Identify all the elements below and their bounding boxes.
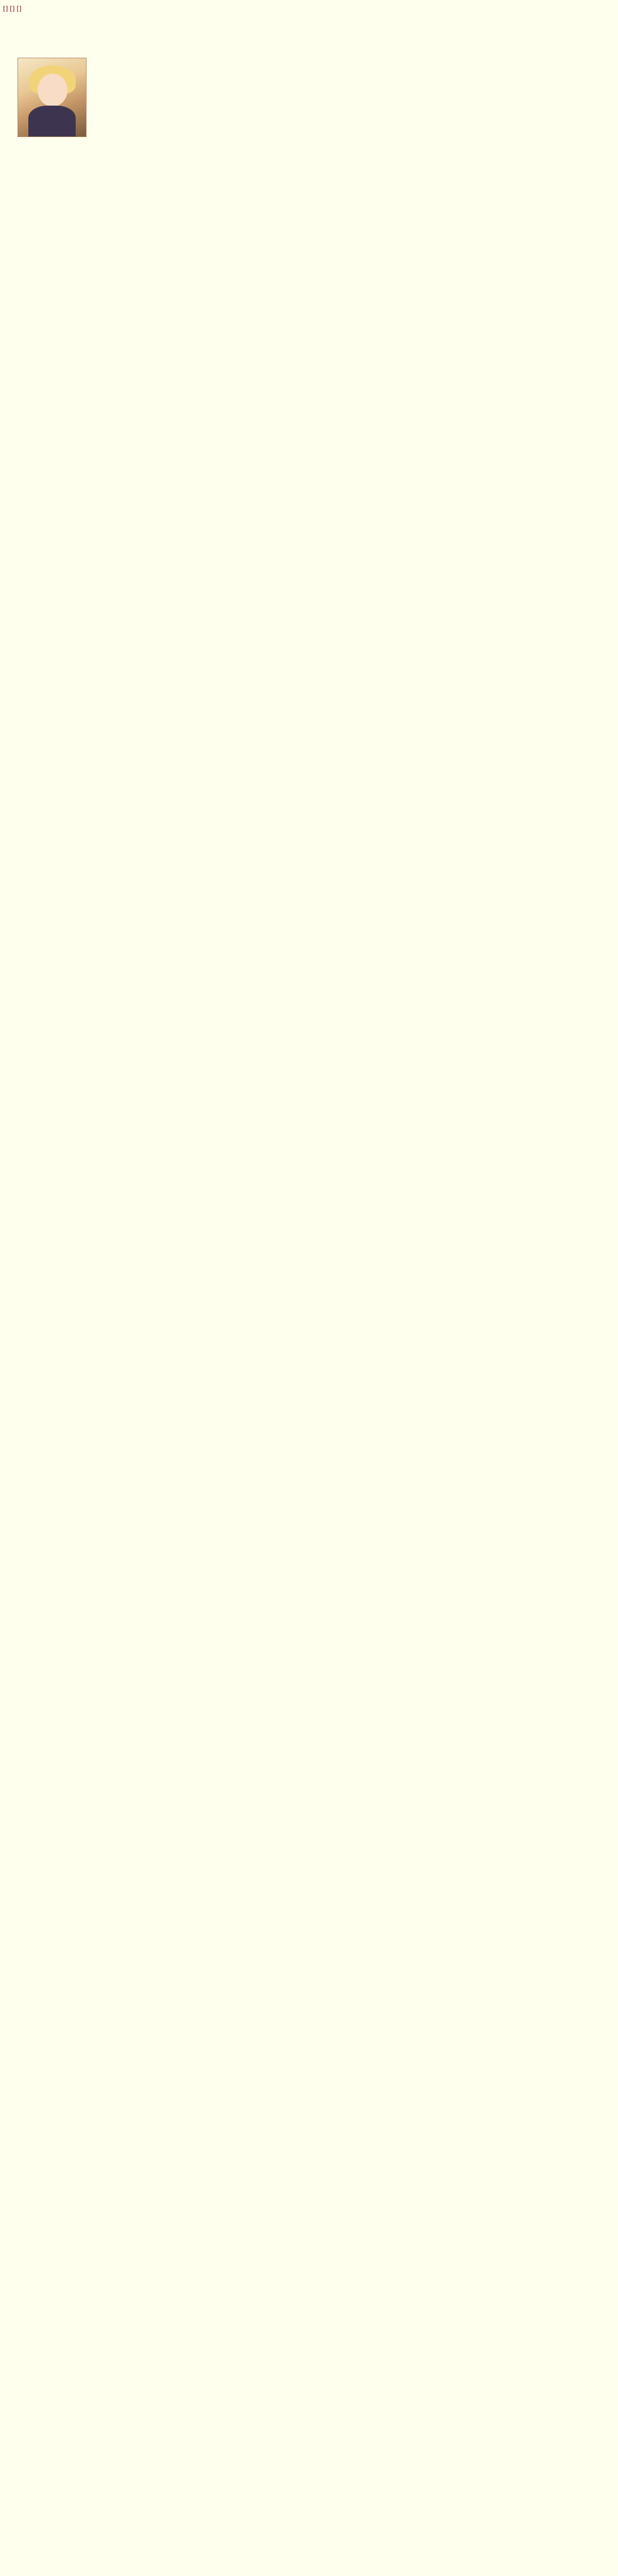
op-line [111, 70, 358, 76]
thumbnail-body-shape [28, 106, 76, 137]
top-navigation [3, 5, 22, 13]
op-thumbnail-image[interactable] [18, 58, 87, 137]
thumbnail-face-shape [38, 74, 67, 107]
op-body [111, 70, 358, 76]
nav-links-row: [] [] [] [3, 5, 22, 12]
